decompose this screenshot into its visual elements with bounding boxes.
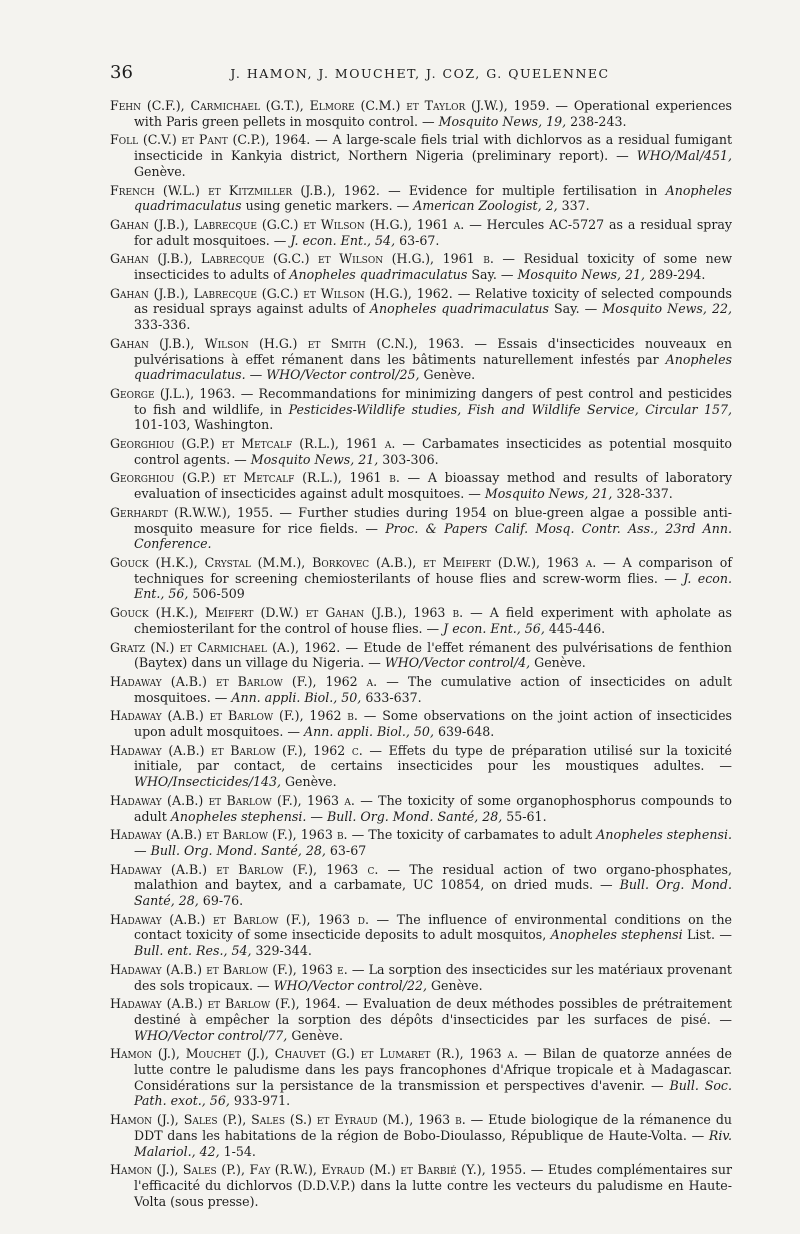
reference-authors: Gouck (H.K.), Meifert (D.W.) et Gahan (J.B.), 1963 b. <box>110 605 464 621</box>
reference-text: — Evaluation de deux méthodes possibles de prétraitement destiné à empêcher la sorption des dépôts d'insecticides par les surfaces de pisé. — <box>134 996 732 1027</box>
reference-text: 633-637. <box>361 689 422 705</box>
reference-text: 445-446. <box>544 620 606 636</box>
reference-entry <box>110 555 732 602</box>
reference-entry <box>110 1162 732 1209</box>
reference-text: — The toxicity of some organophosphorus compounds to adult <box>134 792 732 824</box>
reference-entry <box>110 743 732 790</box>
reference-authors: Georghiou (G.P.) et Metcalf (R.L.), 1961 a. <box>110 436 396 452</box>
reference-entry <box>110 996 732 1043</box>
reference-italic: Anopheles quadrimaculatus <box>369 301 549 317</box>
reference-italic: Pesticides-Wildlife studies, Fish and Wildlife Service, Circular 157, <box>288 401 732 417</box>
reference-italic: WHO/Vector control/22, <box>273 977 427 993</box>
reference-authors: Fehn (C.F.), Carmichael (G.T.), Elmore (C.M.) et Taylor (J.W.), 1959. <box>110 98 550 113</box>
reference-italic: Proc. & Papers Calif. Mosq. Contr. Ass., 23rd Ann. Conference. <box>134 520 732 552</box>
reference-italic: WHO/Vector control/25, <box>266 367 420 383</box>
reference-italic: Bull. Org. Mond. Santé, 28, <box>150 842 326 858</box>
reference-italic: Bull. Org. Mond. Santé, 28, <box>134 877 732 909</box>
reference-text: 303-306. <box>378 451 439 467</box>
reference-italic: Anopheles quadrimaculatus <box>289 267 468 283</box>
reference-text: — A comparison of techniques for screening chemiosterilants of house flies and screw-worm flies. — <box>134 554 733 586</box>
reference-entry <box>110 183 732 214</box>
reference-authors: Hadaway (A.B.) et Barlow (F.), 1962 b. <box>110 708 358 724</box>
reference-text: Genève. <box>530 655 586 671</box>
reference-entry <box>110 708 732 739</box>
reference-text: 238-243. <box>566 113 627 129</box>
reference-authors: Gratz (N.) et Carmichael (A.), 1962. <box>110 639 341 655</box>
page-number: 36 <box>110 62 133 83</box>
reference-italic: J. econ. Ent., 54, <box>290 232 396 248</box>
reference-text: 328-337. <box>612 486 673 502</box>
reference-italic: Ann. appli. Biol., 50, <box>231 689 362 705</box>
reference-entry <box>110 98 732 129</box>
reference-text: — Further studies during 1954 on blue-green algae a possible anti-mosquito measure for rice fields. — <box>134 504 732 536</box>
reference-authors: Gerhardt (R.W.W.), 1955. <box>110 504 274 520</box>
reference-text: Genève. <box>426 977 483 993</box>
reference-list <box>110 98 732 1212</box>
reference-italic: Mosquito News, 21, <box>484 486 613 502</box>
reference-text: 55-61. <box>502 808 547 824</box>
reference-entry <box>110 336 732 383</box>
reference-authors: Hadaway (A.B.) et Barlow (F.), 1963 c. <box>110 861 379 877</box>
reference-authors: Hadaway (A.B.) et Barlow (F.), 1962 c. <box>110 742 363 758</box>
reference-entry <box>110 470 732 501</box>
reference-authors: Gahan (J.B.), Labrecque (G.C.) et Wilson (H.G.), 1961 b. <box>110 251 494 267</box>
reference-text: Genève. <box>280 774 337 790</box>
reference-entry <box>110 827 732 858</box>
reference-text: 329-344. <box>251 943 312 959</box>
reference-italic: J. econ. Ent., 56, <box>134 570 732 602</box>
reference-text: Genève. <box>287 1027 343 1043</box>
reference-italic: Anopheles stephensi. <box>596 827 732 843</box>
reference-text: 333-336. <box>134 317 191 333</box>
reference-authors: George (J.L.), 1963. <box>110 385 236 401</box>
running-head: J. HAMON, J. MOUCHET, J. COZ, G. QUELENNEC <box>230 66 610 81</box>
reference-text: Genève. <box>419 367 476 383</box>
reference-italic: WHO/Insecticides/143, <box>134 774 281 790</box>
reference-italic: Ann. appli. Biol., 50, <box>304 724 434 740</box>
reference-authors: Hadaway (A.B.) et Barlow (F.), 1963 b. <box>110 827 348 843</box>
reference-entry <box>110 217 732 248</box>
reference-authors: Hamon (J.), Sales (P.), Sales (S.) et Eyraud (M.), 1963 b. <box>110 1112 466 1128</box>
reference-text: Genève. <box>134 163 186 179</box>
reference-authors: French (W.L.) et Kitzmiller (J.B.), 1962. <box>110 182 380 198</box>
reference-italic: J econ. Ent., 56, <box>443 620 545 636</box>
reference-entry <box>110 251 732 282</box>
reference-text: — Operational experiences with Paris green pellets in mosquito control. — <box>134 98 732 129</box>
reference-italic: Riv. Malariol., 42, <box>134 1127 732 1159</box>
reference-italic: Anopheles stephensi <box>550 927 683 943</box>
reference-italic: Mosquito News, 21, <box>250 451 379 467</box>
reference-entry <box>110 962 732 993</box>
reference-italic: Bull. ent. Res., 54, <box>134 943 252 959</box>
page-header <box>110 62 730 84</box>
reference-authors: Foll (C.V.) et Pant (C.P.), 1964. <box>110 132 311 148</box>
reference-text: — <box>245 367 267 383</box>
reference-italic: Anopheles quadrimaculatus <box>134 182 732 214</box>
reference-authors: Gouck (H.K.), Crystal (M.M.), Borkovec (A.B.), et Meifert (D.W.), 1963 a. <box>110 554 597 570</box>
reference-text: — A field experiment with apholate as chemiosterilant for the control of house flies. — <box>134 605 732 636</box>
reference-text: — A bioassay method and results of laboratory evaluation of insecticides against adult mosquitoes. — <box>134 470 732 502</box>
reference-authors: Hamon (J.), Mouchet (J.), Chauvet (G.) et Lumaret (R.), 1963 a. <box>110 1046 519 1062</box>
reference-authors: Hadaway (A.B.) et Barlow (F.), 1963 d. <box>110 911 369 927</box>
reference-text: 933-971. <box>229 1093 291 1109</box>
reference-text: — Carbamates insecticides as potential mosquito control agents. — <box>134 436 732 467</box>
reference-italic: American Zoologist, 2, <box>413 198 558 214</box>
reference-entry <box>110 605 732 636</box>
reference-authors: Hadaway (A.B.) et Barlow (F.), 1963 e. <box>110 961 348 977</box>
reference-text: 101-103, Washington. <box>134 417 274 433</box>
reference-text: — Bilan de quatorze années de lutte contre le paludisme dans les pays francophones d'Afrique tropicale et à Madagascar. Considérations sur la persistance de la transmission et perspectives d'avenir. — <box>134 1046 732 1093</box>
reference-entry <box>110 436 732 467</box>
reference-entry <box>110 674 732 705</box>
reference-text: 639-648. <box>433 724 495 740</box>
reference-authors: Hamon (J.), Sales (P.), Fay (R.W.), Eyraud (M.) et Barbié (Y.), 1955. <box>110 1162 527 1178</box>
reference-entry <box>110 1046 732 1109</box>
reference-text: — Residual toxicity of some new insecticides to adults of <box>134 251 732 283</box>
reference-text: Say. — <box>467 267 518 283</box>
reference-text: — A large-scale fiels trial with dichlorvos as a residual fumigant insecticide in Kankyia district, Northern Nigeria (preliminary report). — <box>134 132 733 164</box>
reference-text: — Etudes complémentaires sur l'efficacité du dichlorvos (D.D.V.P.) dans la lutte contre les vecteurs du paludisme en Haute-Volta (sous presse). <box>134 1162 733 1209</box>
reference-text: 63-67. <box>395 232 440 248</box>
reference-authors: Gahan (J.B.), Labrecque (G.C.) et Wilson (H.G.), 1962. <box>110 285 453 301</box>
reference-authors: Gahan (J.B.), Labrecque (G.C.) et Wilson (H.G.), 1961 a. <box>110 216 465 232</box>
reference-text: — <box>306 808 327 824</box>
reference-text: — Some observations on the joint action of insecticides upon adult mosquitoes. — <box>134 708 732 740</box>
reference-italic: Anopheles stephensi. <box>170 808 307 824</box>
reference-text: — Hercules AC-5727 as a residual spray for adult mosquitoes. — <box>134 216 732 248</box>
reference-italic: Mosquito News, 22, <box>602 301 732 317</box>
reference-text: 1-54. <box>219 1143 256 1159</box>
reference-text: — Evidence for multiple fertilisation in <box>379 182 666 198</box>
reference-authors: Georghiou (G.P.) et Metcalf (R.L.), 1961 b. <box>110 470 400 486</box>
reference-entry <box>110 912 732 959</box>
reference-italic: Mosquito News, 21, <box>517 267 646 283</box>
reference-text: — <box>134 842 151 858</box>
reference-italic: WHO/Mal/451, <box>636 148 732 164</box>
reference-italic: WHO/Vector control/4, <box>384 655 531 671</box>
reference-text: — Recommandations for minimizing dangers of pest control and pesticides to fish and wildlife, in <box>134 385 732 417</box>
reference-text: using genetic markers. — <box>241 198 414 214</box>
reference-text: — Etude de l'effet rémanent des pulvérisations de fenthion (Baytex) dans un village du Nigeria. — <box>134 639 732 671</box>
reference-text: — The toxicity of carbamates to adult <box>347 827 597 843</box>
reference-text: — The cumulative action of insecticides on adult mosquitoes. — <box>134 673 732 705</box>
reference-text: — The residual action of two organo-phosphates, malathion and baytex, and a carbamate, UC 10854, on dried muds. — <box>134 861 732 893</box>
reference-text: — Etude biologique de la rémanence du DDT dans les habitations de la région de Bobo-Dioulasso, République de Haute-Volta. — <box>134 1112 732 1143</box>
reference-authors: Hadaway (A.B.) et Barlow (F.), 1962 a. <box>110 673 378 689</box>
reference-italic: Mosquito News, 19, <box>438 113 567 129</box>
reference-entry <box>110 793 732 824</box>
reference-authors: Hadaway (A.B.) et Barlow (F.), 1964. <box>110 996 341 1012</box>
reference-text: 289-294. <box>645 267 706 283</box>
reference-italic: Bull. Org. Mond. Santé, 28, <box>326 808 503 824</box>
reference-text: 69-76. <box>198 893 244 909</box>
reference-text: Say. — <box>548 301 603 317</box>
reference-text: List. — <box>682 927 732 943</box>
reference-entry <box>110 505 732 552</box>
reference-entry <box>110 286 732 333</box>
reference-text: — La sorption des insecticides sur les matériaux provenant des sols tropicaux. — <box>134 961 732 993</box>
reference-italic: WHO/Vector control/77, <box>134 1027 288 1043</box>
reference-italic: Anopheles quadrimaculatus. <box>134 351 732 383</box>
reference-entry <box>110 640 732 671</box>
reference-text: 506-509 <box>188 586 245 602</box>
reference-text: — Effets du type de préparation utilisé sur la toxicité initiale, par contact, de certains insecticides pour les moustiques adultes. — <box>134 742 732 774</box>
reference-italic: Bull. Soc. Path. exot., 56, <box>134 1077 732 1109</box>
reference-text: — Relative toxicity of selected compounds as residual sprays against adults of <box>134 285 732 317</box>
reference-entry <box>110 132 732 179</box>
reference-authors: Gahan (J.B.), Wilson (H.G.) et Smith (C.N.), 1963. <box>110 335 464 351</box>
reference-text: 337. <box>557 198 590 214</box>
reference-text: — The influence of environmental conditions on the contact toxicity of some insecticide deposits to adult mosquitos, <box>134 911 733 943</box>
reference-text: — Essais d'insecticides nouveaux en pulvérisations à effet rémanent dans les bâtiments naturellement infestés par <box>134 335 732 367</box>
reference-entry <box>110 1112 732 1159</box>
reference-entry <box>110 862 732 909</box>
reference-authors: Hadaway (A.B.) et Barlow (F.), 1963 a. <box>110 792 355 808</box>
reference-entry <box>110 386 732 433</box>
reference-text: 63-67 <box>325 842 367 858</box>
